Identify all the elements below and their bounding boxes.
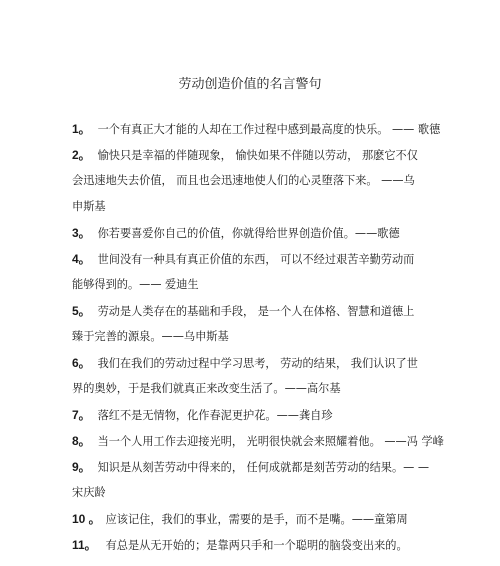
quote-text: 应该记住，我们的事业，需要的是手，而不是嘴。——童第周 — [105, 513, 408, 526]
quote-number: 6。 — [72, 356, 91, 370]
quote-7 — [72, 402, 432, 428]
quote-9-continued — [72, 480, 432, 506]
quote-number: 9。 — [72, 460, 91, 474]
quote-number: 5。 — [72, 304, 91, 318]
quote-text: 申斯基 — [72, 200, 106, 213]
quote-4 — [72, 246, 432, 272]
quote-4-continued — [72, 272, 432, 298]
quote-text: 臻于完善的源泉。——乌申斯基 — [72, 330, 229, 343]
quote-text: 劳动是人类存在的基础和手段， 是一个人在体格、智慧和道德上 — [97, 305, 415, 318]
quote-2-continued — [72, 194, 432, 220]
quote-10 — [72, 506, 432, 532]
quote-5-continued — [72, 324, 432, 350]
quote-6 — [72, 350, 432, 376]
quote-number: 10 。 — [72, 512, 101, 526]
quote-text: 世间没有一种具有真正价值的东西， 可以不经过艰苦辛勤劳动而 — [97, 253, 415, 266]
quote-5 — [72, 298, 432, 324]
quote-number: 2。 — [72, 148, 91, 162]
quote-text: 能够得到的。—— 爱迪生 — [72, 278, 199, 291]
quote-text: 会迅速地失去价值， 而且也会迅速地使人们的心灵堕落下来。 ——乌 — [72, 174, 415, 187]
quote-text: 你若要喜爱你自己的价值，你就得给世界创造价值。——歌德 — [97, 227, 400, 240]
quote-text: 落红不是无情物，化作春泥更护花。——龚自珍 — [97, 409, 333, 422]
quote-number: 1。 — [72, 122, 91, 136]
quote-6-continued — [72, 376, 432, 402]
quote-1 — [72, 116, 441, 142]
quote-text: 界的奥妙，于是我们就真正来改变生活了。——高尔基 — [72, 382, 341, 395]
quote-2-continued — [72, 168, 432, 194]
quote-number: 3。 — [72, 226, 91, 240]
quote-list — [72, 116, 444, 558]
quote-2 — [72, 142, 432, 168]
page-title: 劳动创造价值的名言警句 — [178, 77, 322, 92]
quote-8 — [72, 428, 444, 454]
quote-9 — [72, 454, 432, 480]
quote-text: 有总是从无开始的；是靠两只手和一个聪明的脑袋变出来的。 — [105, 539, 408, 552]
quote-text: 我们在我们的劳动过程中学习思考， 劳动的结果， 我们认识了世 — [97, 357, 418, 370]
quote-3 — [72, 220, 432, 246]
quote-text: 当一个人用工作去迎接光明， 光明很快就会来照耀着他。 ——冯 学峰 — [97, 435, 444, 448]
quote-number: 8。 — [72, 434, 91, 448]
quote-number: 11。 — [72, 538, 97, 552]
quote-text: 愉快只是幸福的伴随现象， 愉快如果不伴随以劳动， 那麽它不仅 — [97, 149, 418, 162]
quote-text: 宋庆龄 — [72, 486, 106, 499]
quote-number: 7。 — [72, 408, 91, 422]
quote-11 — [72, 532, 432, 558]
quote-text: 知识是从刻苦劳动中得来的， 任何成就都是刻苦劳动的结果。— — — [97, 461, 430, 474]
quote-number: 4。 — [72, 252, 91, 266]
quote-text: 一个有真正大才能的人却在工作过程中感到最高度的快乐。 —— 歌德 — [97, 123, 441, 136]
